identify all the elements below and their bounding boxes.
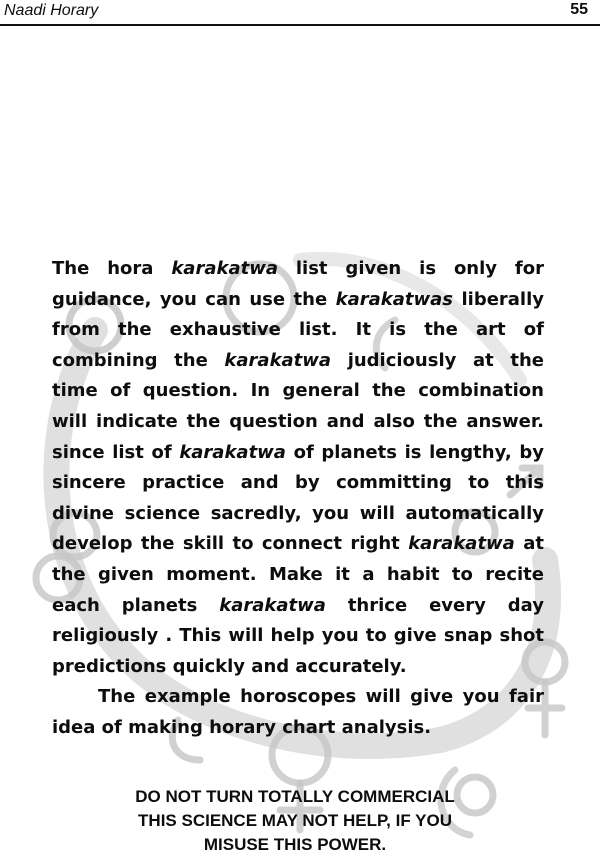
header-rule xyxy=(0,24,600,26)
warning-line-1: DO NOT TURN TOTALLY COMMERCIAL xyxy=(135,787,455,806)
text-run: The hora xyxy=(52,258,172,279)
text-run: list given is only for guidance, you can use the xyxy=(52,258,545,310)
text-run: of planets is lengthy, by sincere practice and by committing to this divine science sacredly, you will automatically develop the skill to connect right xyxy=(52,441,544,555)
page-number: 55 xyxy=(570,1,588,18)
page-header xyxy=(0,0,600,24)
italic-term: karakatwa xyxy=(171,258,278,279)
paragraph-example-horoscopes: The example horoscopes will give you fair idea of making horary chart analysis. xyxy=(52,686,544,738)
italic-term: karakatwas xyxy=(335,288,454,310)
warning-notice xyxy=(60,785,530,857)
warning-line-3: MISUSE THIS POWER. xyxy=(203,835,387,854)
italic-term: karakatwa xyxy=(219,594,326,616)
main-text xyxy=(52,254,544,744)
text-run: liberally from the exhaustive list. It is the art of combining the xyxy=(52,288,545,371)
running-title: Naadi Horary xyxy=(4,2,99,19)
italic-term: karakatwa xyxy=(408,533,515,555)
text-run: judiciously at the time of question. In general the combination will indicate the question and also the answer. since list of xyxy=(52,349,544,463)
warning-line-2: THIS SCIENCE MAY NOT HELP, IF YOU xyxy=(138,811,452,830)
text-run: at the given moment. Make it a habit to recite each planets xyxy=(52,533,544,616)
italic-term: karakatwa xyxy=(224,349,332,371)
text-run: thrice every day religiously . This will help you to give snap shot predictions quickly and accurately. xyxy=(52,594,544,677)
italic-term: karakatwa xyxy=(179,441,286,463)
paragraph-karakatwa-guidance xyxy=(52,254,544,682)
